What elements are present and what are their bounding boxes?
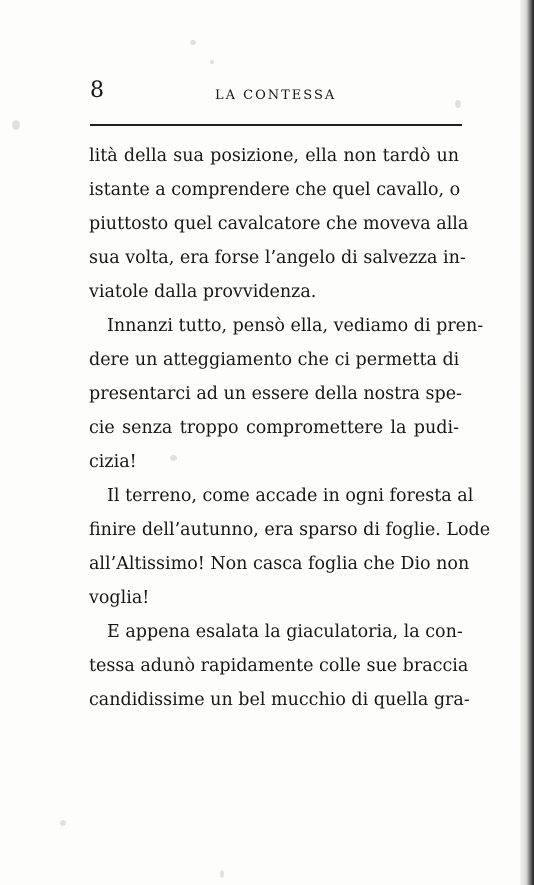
body-text (89, 139, 491, 717)
text-line: Il terreno, come accade in ogni foresta al (107, 486, 474, 506)
text-line: cizia! (89, 452, 137, 472)
text-line: E appena esalata la giaculatoria, la con- (107, 622, 463, 642)
text-line: candidissime un bel mucchio di quella gra- (89, 690, 470, 710)
text-line: finire dell’autunno, era sparso di foglie. Lode (89, 520, 491, 540)
binding-edge (520, 0, 534, 885)
text-line: istante a comprendere che quel cavallo, o (89, 180, 461, 200)
page-number: 8 (90, 78, 104, 103)
text-line: Innanzi tutto, pensò ella, vediamo di pren- (107, 316, 484, 336)
text-line: tessa adunò rapidamente colle sue braccia (89, 656, 469, 676)
text-line: lità della sua posizione, ella non tardò un (89, 146, 459, 166)
running-head: LA CONTESSA (215, 88, 337, 103)
paper-speck (190, 40, 196, 45)
header-rule (90, 124, 462, 126)
text-line: voglia! (89, 588, 150, 608)
text-line: dere un atteggiamento che ci permetta di (89, 350, 460, 370)
page-header (90, 78, 460, 108)
paper-speck (220, 870, 224, 878)
text-line: piuttosto quel cavalcatore che moveva alla (89, 214, 469, 234)
text-line: sua volta, era forse l’angelo di salvezza in- (89, 248, 466, 268)
text-line: presentarci ad un essere della nostra spe- (89, 384, 462, 404)
text-line: viatole dalla provvidenza. (89, 282, 317, 302)
text-line: all’Altissimo! Non casca foglia che Dio non (89, 554, 470, 574)
paper-speck (12, 120, 20, 130)
paper-speck (210, 60, 214, 64)
text-line: cie senza troppo compromettere la pudi- (89, 418, 459, 438)
paper-speck (60, 820, 66, 826)
